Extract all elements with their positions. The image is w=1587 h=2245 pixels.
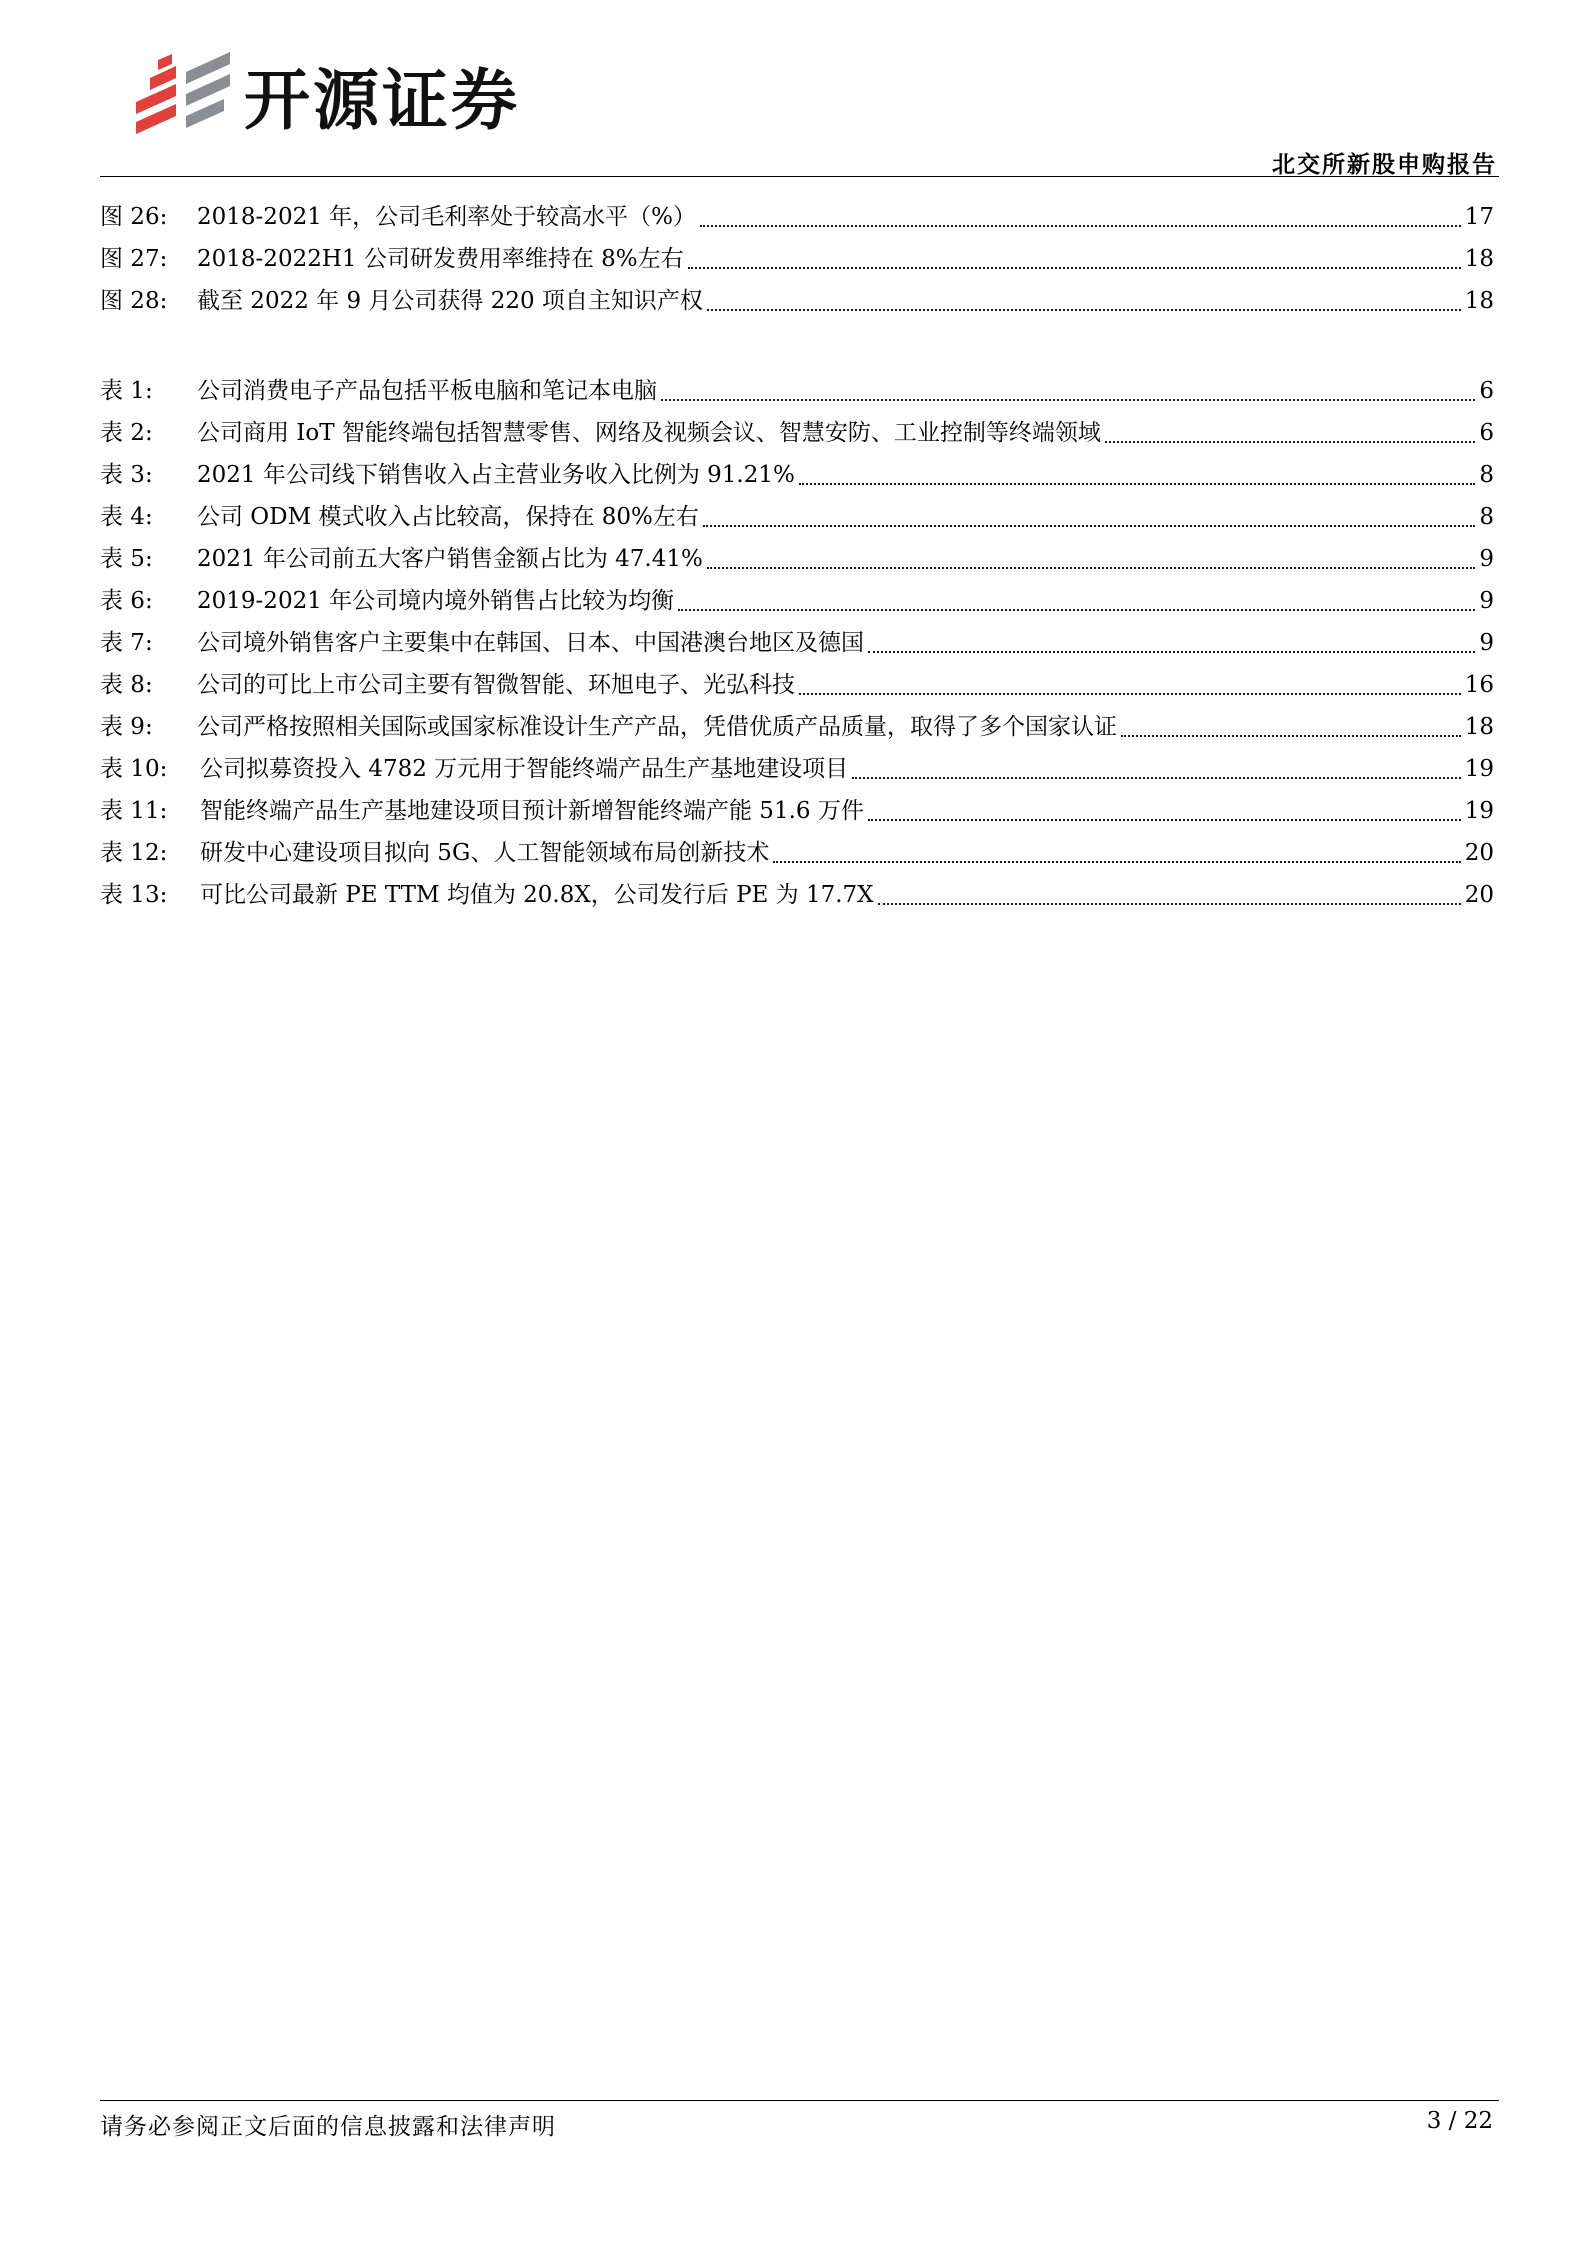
toc-page: 8 (1479, 462, 1494, 488)
toc-label: 表 6: (100, 588, 153, 614)
toc-entry[interactable] (100, 496, 1494, 538)
toc-page: 9 (1479, 630, 1494, 656)
toc-leader (852, 776, 1461, 779)
toc-label: 表 11: (100, 798, 168, 824)
toc-label: 表 7: (100, 630, 153, 656)
toc-title: 公司消费电子产品包括平板电脑和笔记本电脑 (197, 378, 657, 404)
toc-page: 16 (1464, 672, 1494, 698)
toc-title: 公司严格按照相关国际或国家标准设计生产产品，凭借优质产品质量，取得了多个国家认证 (197, 714, 1117, 740)
brand-name: 开源证券 (244, 61, 520, 139)
toc-label: 表 12: (100, 840, 168, 866)
toc-entry[interactable] (100, 196, 1494, 238)
toc-page: 6 (1479, 420, 1494, 446)
toc-leader (688, 266, 1461, 269)
report-type: 北交所新股申购报告 (1272, 152, 1497, 178)
toc-leader (678, 608, 1475, 611)
toc-leader (707, 566, 1476, 569)
toc-entry[interactable] (100, 664, 1494, 706)
toc-title: 公司的可比上市公司主要有智微智能、环旭电子、光弘科技 (197, 672, 795, 698)
toc-page: 20 (1464, 840, 1494, 866)
toc-page: 8 (1479, 504, 1494, 530)
toc-entry[interactable] (100, 706, 1494, 748)
toc-label: 表 8: (100, 672, 153, 698)
toc-label: 表 9: (100, 714, 153, 740)
toc-leader (878, 902, 1461, 905)
toc-page: 18 (1464, 714, 1494, 740)
toc-entry[interactable] (100, 454, 1494, 496)
toc-leader (661, 398, 1475, 401)
toc-leader (1105, 440, 1475, 443)
toc-page: 18 (1464, 288, 1494, 314)
toc-leader (773, 860, 1460, 863)
toc-leader (707, 308, 1461, 311)
toc-page: 20 (1464, 882, 1494, 908)
toc-title: 2021 年公司线下销售收入占主营业务收入比例为 91.21% (197, 462, 795, 488)
toc-entry[interactable] (100, 412, 1494, 454)
brand-logo (128, 44, 520, 144)
toc-leader (1121, 734, 1461, 737)
toc-label: 表 3: (100, 462, 153, 488)
toc-page: 19 (1464, 756, 1494, 782)
toc-label: 表 1: (100, 378, 153, 404)
toc-entry[interactable] (100, 748, 1494, 790)
toc-title: 截至 2022 年 9 月公司获得 220 项自主知识产权 (197, 288, 703, 314)
header-divider (100, 176, 1499, 177)
table-list (100, 370, 1494, 916)
toc-entry[interactable] (100, 790, 1494, 832)
toc-page: 19 (1464, 798, 1494, 824)
toc-leader (868, 650, 1475, 653)
toc-page: 18 (1464, 246, 1494, 272)
toc-label: 表 13: (100, 882, 168, 908)
toc-label: 表 2: (100, 420, 153, 446)
toc-title: 2018-2021 年，公司毛利率处于较高水平（%） (197, 204, 697, 230)
toc-title: 公司境外销售客户主要集中在韩国、日本、中国港澳台地区及德国 (197, 630, 864, 656)
toc-title: 公司商用 IoT 智能终端包括智慧零售、网络及视频会议、智慧安防、工业控制等终端领域 (197, 420, 1101, 446)
toc-entry[interactable] (100, 580, 1494, 622)
toc-entry[interactable] (100, 622, 1494, 664)
toc-label: 表 4: (100, 504, 153, 530)
toc-title: 智能终端产品生产基地建设项目预计新增智能终端产能 51.6 万件 (200, 798, 864, 824)
toc-page: 6 (1479, 378, 1494, 404)
toc-leader (868, 818, 1461, 821)
toc-page: 17 (1464, 204, 1494, 230)
toc-title: 2018-2022H1 公司研发费用率维持在 8%左右 (197, 246, 684, 272)
toc-title: 公司拟募资投入 4782 万元用于智能终端产品生产基地建设项目 (200, 756, 849, 782)
toc-page: 9 (1479, 546, 1494, 572)
disclaimer-note: 请务必参阅正文后面的信息披露和法律声明 (100, 2114, 556, 2140)
toc-label: 图 27: (100, 246, 168, 272)
toc-title: 研发中心建设项目拟向 5G、人工智能领域布局创新技术 (200, 840, 770, 866)
toc-label: 表 10: (100, 756, 168, 782)
toc-title: 2019-2021 年公司境内境外销售占比较为均衡 (197, 588, 675, 614)
toc-entry[interactable] (100, 874, 1494, 916)
toc-title: 公司 ODM 模式收入占比较高，保持在 80%左右 (197, 504, 699, 530)
footer-divider (100, 2100, 1499, 2101)
toc-label: 图 28: (100, 288, 168, 314)
toc-entry[interactable] (100, 238, 1494, 280)
toc-leader (799, 482, 1476, 485)
toc-leader (703, 524, 1475, 527)
toc-page: 9 (1479, 588, 1494, 614)
toc-entry[interactable] (100, 280, 1494, 322)
toc-leader (700, 224, 1461, 227)
page-number: 3 / 22 (1426, 2108, 1493, 2134)
kaiyuan-logo-icon (128, 44, 238, 144)
toc-entry[interactable] (100, 370, 1494, 412)
toc-leader (799, 692, 1461, 695)
toc-entry[interactable] (100, 832, 1494, 874)
toc-title: 2021 年公司前五大客户销售金额占比为 47.41% (197, 546, 703, 572)
toc-label: 图 26: (100, 204, 168, 230)
figure-list (100, 196, 1494, 322)
toc-label: 表 5: (100, 546, 153, 572)
toc-title: 可比公司最新 PE TTM 均值为 20.8X，公司发行后 PE 为 17.7X (200, 882, 874, 908)
toc-entry[interactable] (100, 538, 1494, 580)
